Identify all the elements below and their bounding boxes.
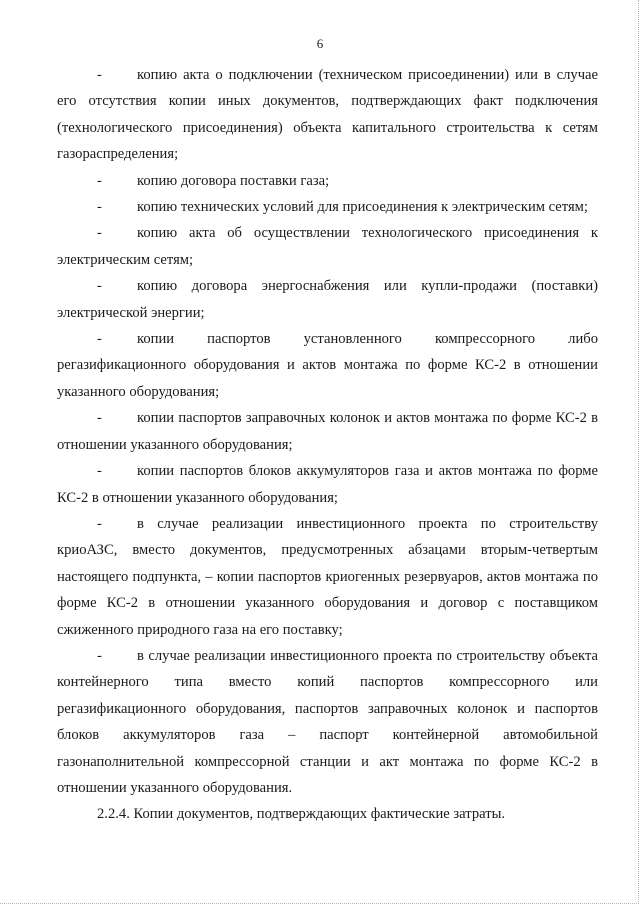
list-marker: -: [97, 463, 102, 480]
list-item: [57, 405, 598, 458]
list-item-text: в случае реализации инвестиционного проекта по строительству криоАЗС, вместо документов, предусмотренных абзацами вторым-четвертым настоящего подпункта, – копии паспортов криогенных резервуаров, актов монтажа по форме КС-2 в отношении указанного оборудования и договор с поставщиком сжиженного природного газа на его поставку;: [57, 515, 598, 638]
list-marker: -: [97, 647, 102, 664]
list-item-text: в случае реализации инвестиционного проекта по строительству объекта контейнерного типа вместо копий паспортов компрессорного или регазификационного оборудования, паспортов заправочных колонок и паспортов блоков аккумуляторов газа – паспорт контейнерной автомобильной газонаполнительной компрессорной станции и акт монтажа по форме КС-2 в отношении указанного оборудования.: [57, 647, 598, 796]
list-marker: -: [97, 67, 102, 83]
list-item-text: копию договора энергоснабжения или купли-продажи (поставки) электрической энергии;: [57, 278, 598, 321]
list-item: [57, 220, 598, 273]
list-item-text: копии паспортов блоков аккумуляторов газа и актов монтажа по форме КС-2 в отношении указанного оборудования;: [57, 463, 598, 506]
list-item-text: копию акта о подключении (техническом присоединении) или в случае его отсутствия копии иных документов, подтверждающих факт подключения (технологического присоединения) объекта капитального строительства к сетям газораспределения;: [57, 67, 598, 163]
section-paragraph: 2.2.4. Копии документов, подтверждающих фактические затраты.: [97, 806, 506, 823]
list-item: [57, 273, 598, 326]
list-marker: -: [97, 410, 102, 427]
list-marker: -: [97, 199, 102, 216]
document-body: [57, 62, 598, 828]
list-marker: -: [97, 225, 102, 242]
list-item: [57, 326, 598, 405]
list-item: [57, 643, 598, 801]
list-item-text: копии паспортов заправочных колонок и актов монтажа по форме КС-2 в отношении указанного оборудования;: [57, 410, 598, 453]
page-number: 6: [316, 36, 324, 51]
list-marker: -: [97, 172, 102, 189]
list-item: [57, 62, 598, 168]
list-item: [57, 458, 598, 511]
list-item: [57, 168, 598, 194]
list-item: [57, 194, 598, 220]
list-item-text: копию договора поставки газа;: [137, 172, 330, 189]
list-item: [57, 511, 598, 643]
list-item-text: копию технических условий для присоединения к электрическим сетям;: [137, 199, 588, 216]
list-item-text: копии паспортов установленного компрессорного либо регазификационного оборудования и актов монтажа по форме КС-2 в отношении указанного оборудования;: [57, 331, 598, 400]
list-item-text: копию акта об осуществлении технологического присоединения к электрическим сетям;: [57, 225, 598, 268]
list-marker: -: [97, 515, 102, 532]
list-marker: -: [97, 278, 102, 295]
list-marker: -: [97, 331, 102, 348]
